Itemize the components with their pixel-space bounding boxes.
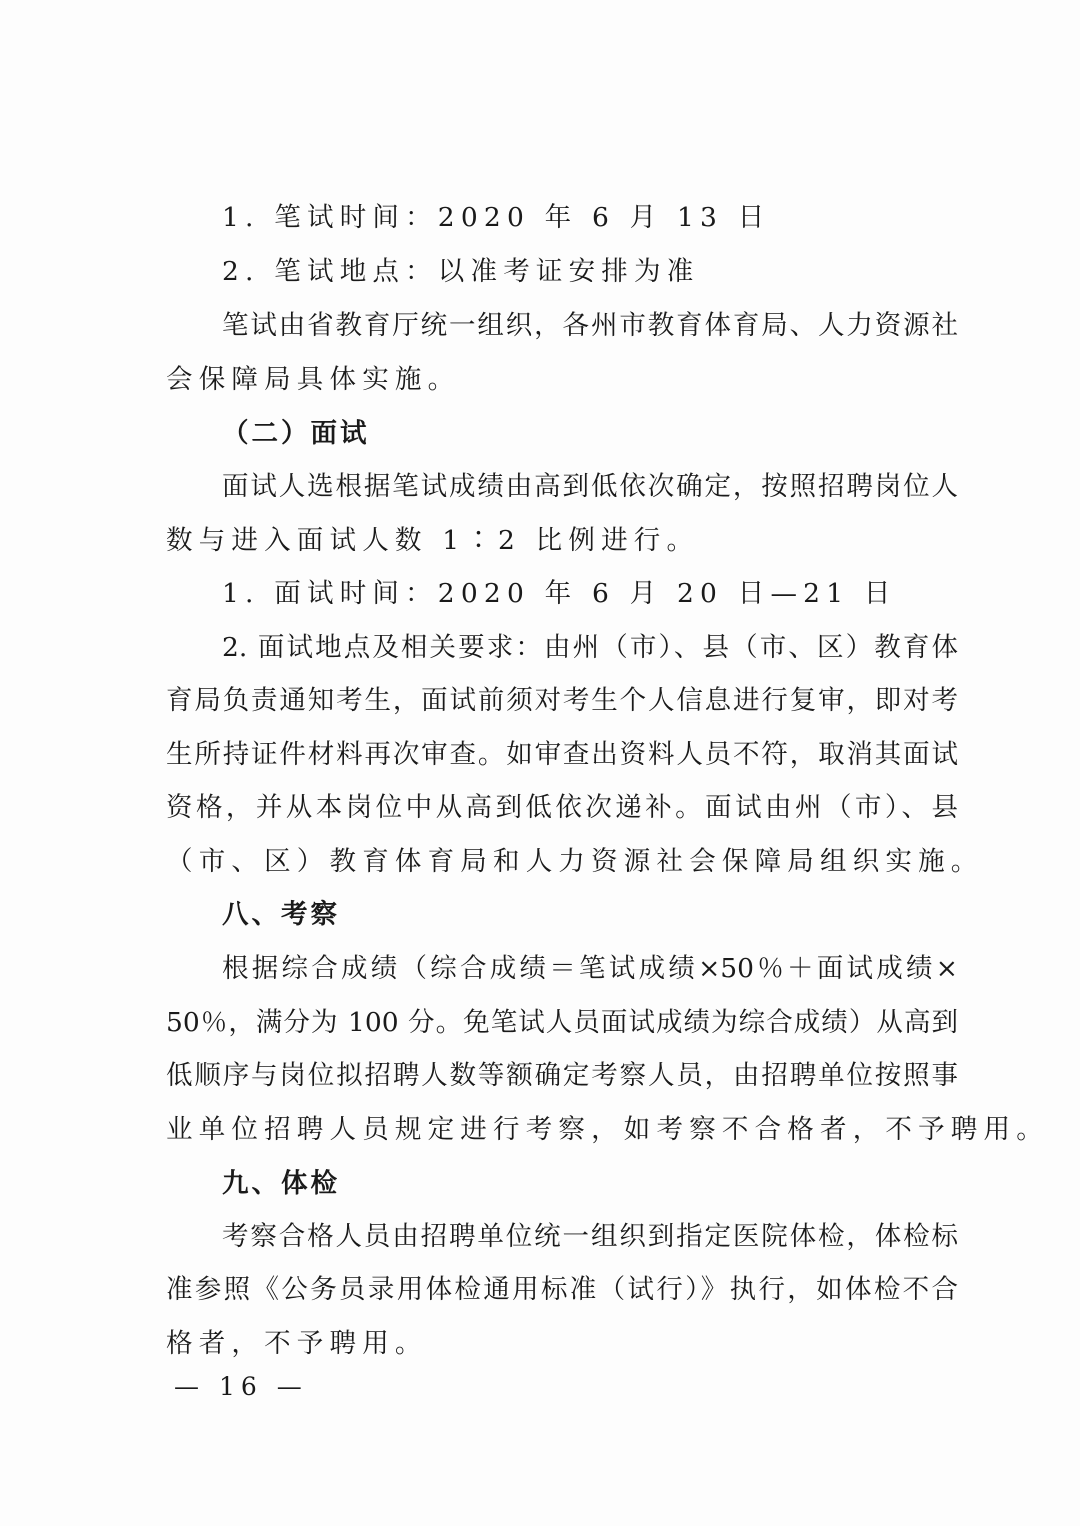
paragraph-line: 根据综合成绩（综合成绩＝笔试成绩×50％＋面试成绩× (222, 953, 958, 984)
section-heading-inspection: 八、考察 (222, 899, 340, 930)
section-heading-interview: （二）面试 (222, 418, 370, 449)
paragraph-line: 考察合格人员由招聘单位统一组织到指定医院体检，体检标 (222, 1221, 958, 1252)
interview-time: 1. 面试时间：2020 年 6 月 20 日—21 日 (222, 578, 897, 609)
section-heading-medical-exam: 九、体检 (222, 1168, 340, 1199)
paragraph-line: 面试人选根据笔试成绩由高到低依次确定，按照招聘岗位人 (222, 471, 958, 502)
paragraph-line: （市、区）教育体育局和人力资源社会保障局组织实施。 (166, 846, 984, 877)
paragraph-line: 育局负责通知考生，面试前须对考生个人信息进行复审，即对考 (166, 685, 958, 716)
paragraph-line: 低顺序与岗位拟招聘人数等额确定考察人员，由招聘单位按照事 (166, 1060, 958, 1091)
paragraph-line: 资格，并从本岗位中从高到低依次递补。面试由州（市）、县 (166, 792, 958, 823)
written-exam-time: 1. 笔试时间：2020 年 6 月 13 日 (222, 202, 771, 233)
written-exam-location: 2. 笔试地点：以准考证安排为准 (222, 256, 700, 287)
paragraph-line: 格者，不予聘用。 (166, 1328, 428, 1359)
paragraph-line: 2. 面试地点及相关要求：由州（市）、县（市、区）教育体 (222, 632, 958, 663)
page-number: — 16 — (174, 1372, 308, 1401)
paragraph-line: 会保障局具体实施。 (166, 364, 461, 395)
paragraph-line: 业单位招聘人员规定进行考察，如考察不合格者，不予聘用。 (166, 1114, 1049, 1145)
paragraph-line: 生所持证件材料再次审查。如审查出资料人员不符，取消其面试 (166, 739, 958, 770)
paragraph-line: 数与进入面试人数 1∶2 比例进行。 (166, 525, 700, 556)
paragraph-line: 笔试由省教育厅统一组织，各州市教育体育局、人力资源社 (222, 310, 958, 341)
paragraph-line: 准参照《公务员录用体检通用标准（试行）》执行，如体检不合 (166, 1274, 958, 1305)
paragraph-line: 50％，满分为 100 分。免笔试人员面试成绩为综合成绩）从高到 (166, 1007, 958, 1038)
